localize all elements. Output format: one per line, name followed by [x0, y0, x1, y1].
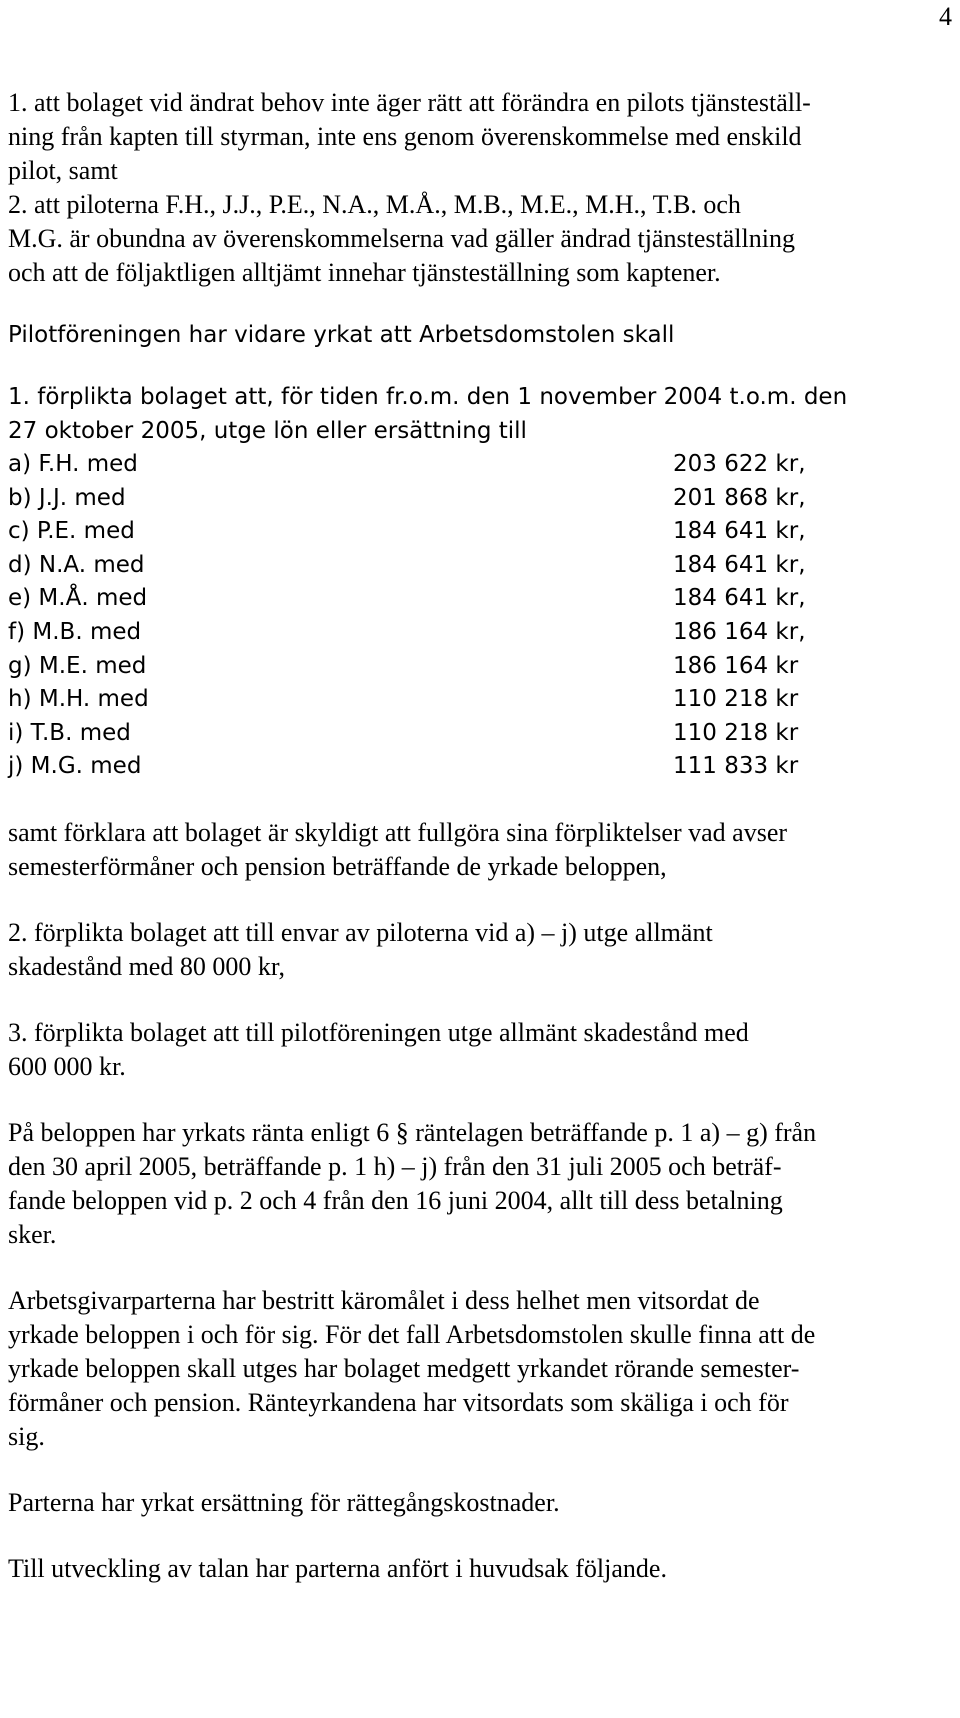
text-line: Till utveckling av talan har parterna anfört i huvudsak följande.	[8, 1553, 667, 1583]
text-line: sker.	[8, 1219, 57, 1249]
claim-amount: 203 622 kr,	[673, 451, 806, 477]
claim-name: i) T.B. med	[8, 719, 131, 746]
claim-row	[8, 683, 953, 717]
claim-name: j) M.G. med	[8, 753, 142, 780]
text-line: semesterförmåner och pension beträffande de yrkade beloppen,	[8, 851, 667, 881]
paragraph-legal-costs	[8, 1486, 953, 1520]
text-line: På beloppen har yrkats ränta enligt 6 § räntelagen beträffande p. 1 a) – g) från	[8, 1117, 817, 1147]
text-line: yrkade beloppen i och för sig. För det fall Arbetsdomstolen skulle finna att de	[8, 1319, 816, 1349]
text-line: yrkade beloppen skall utges har bolaget medgett yrkandet rörande semester-	[8, 1353, 800, 1383]
claim-row	[8, 650, 953, 684]
claim-row	[8, 717, 953, 751]
text-line: 3. förplikta bolaget att till pilotföreningen utge allmänt skadestånd med	[8, 1017, 749, 1047]
claim-name: a) F.H. med	[8, 451, 138, 477]
claim-row	[8, 582, 953, 616]
text-line: samt förklara att bolaget är skyldigt att fullgöra sina förpliktelser vad avser	[8, 817, 788, 847]
claim-name: g) M.E. med	[8, 652, 147, 679]
claim-amount: 110 218 kr	[673, 686, 799, 713]
claim-row	[8, 515, 953, 549]
text-line: 1. att bolaget vid ändrat behov inte äger rätt att förändra en pilots tjänsteställ-	[8, 88, 811, 117]
text-line: den 30 april 2005, beträffande p. 1 h) – j) från den 31 juli 2005 och beträf-	[8, 1151, 782, 1181]
paragraph-declaration	[8, 816, 953, 884]
text-line: och att de följaktligen alltjämt innehar tjänsteställning som kaptener.	[8, 258, 721, 287]
claim-amount: 184 641 kr,	[673, 518, 806, 545]
claim-name: h) M.H. med	[8, 686, 149, 713]
text-line: M.G. är obundna av överenskommelserna vad gäller ändrad tjänsteställning	[8, 224, 795, 253]
claim-amount: 186 164 kr,	[673, 618, 806, 645]
paragraph-interest	[8, 1116, 953, 1252]
claim-amount: 184 641 kr,	[673, 551, 806, 578]
claim-amount: 184 641 kr,	[673, 585, 806, 612]
text-line: skadestånd med 80 000 kr,	[8, 951, 285, 981]
paragraph-further-claims	[8, 318, 953, 352]
paragraph-general-damages-pilots	[8, 916, 953, 984]
claim-name: b) J.J. med	[8, 484, 126, 511]
claim-row	[8, 482, 953, 516]
text-line: 2. att piloterna F.H., J.J., P.E., N.A., M.Å., M.B., M.E., M.H., T.B. och	[8, 190, 741, 219]
text-line: Parterna har yrkat ersättning för rättegångskostnader.	[8, 1487, 560, 1517]
text-line: Pilotföreningen har vidare yrkat att Arbetsdomstolen skall	[8, 322, 675, 348]
text-line: 2. förplikta bolaget att till envar av piloterna vid a) – j) utge allmänt	[8, 917, 713, 947]
text-line: 600 000 kr.	[8, 1051, 126, 1081]
claim-amount: 201 868 kr,	[673, 484, 806, 511]
claim-name: e) M.Å. med	[8, 585, 148, 612]
claim-row	[8, 448, 953, 482]
document-body	[8, 86, 953, 1586]
claim-row	[8, 549, 953, 583]
page-number: 4	[939, 2, 952, 31]
paragraph-general-damages-association	[8, 1016, 953, 1084]
claim-row	[8, 750, 953, 784]
paragraph-salary-claim	[8, 380, 953, 784]
paragraph-claims-intro	[8, 86, 953, 290]
text-line: förmåner och pension. Ränteyrkandena har vitsordats som skäliga i och för	[8, 1387, 789, 1417]
paragraph-employer-response	[8, 1284, 953, 1454]
claim-amount: 111 833 kr	[673, 753, 799, 780]
claim-name: d) N.A. med	[8, 551, 145, 578]
text-line: Arbetsgivarparterna har bestritt käromålet i dess helhet men vitsordat de	[8, 1285, 760, 1315]
text-line: ning från kapten till styrman, inte ens genom överenskommelse med enskild	[8, 122, 802, 151]
text-line: 27 oktober 2005, utge lön eller ersättning till	[8, 418, 527, 444]
paragraph-development	[8, 1552, 953, 1586]
text-line: 1. förplikta bolaget att, för tiden fr.o.m. den 1 november 2004 t.o.m. den	[8, 384, 848, 410]
text-line: pilot, samt	[8, 156, 118, 185]
claim-amount: 186 164 kr	[673, 652, 799, 679]
claim-list	[8, 448, 953, 784]
text-line: sig.	[8, 1421, 45, 1451]
claim-name: f) M.B. med	[8, 618, 142, 645]
claim-amount: 110 218 kr	[673, 719, 799, 746]
claim-row	[8, 616, 953, 650]
text-line: fande beloppen vid p. 2 och 4 från den 16 juni 2004, allt till dess betalning	[8, 1185, 783, 1215]
claim-name: c) P.E. med	[8, 518, 135, 545]
